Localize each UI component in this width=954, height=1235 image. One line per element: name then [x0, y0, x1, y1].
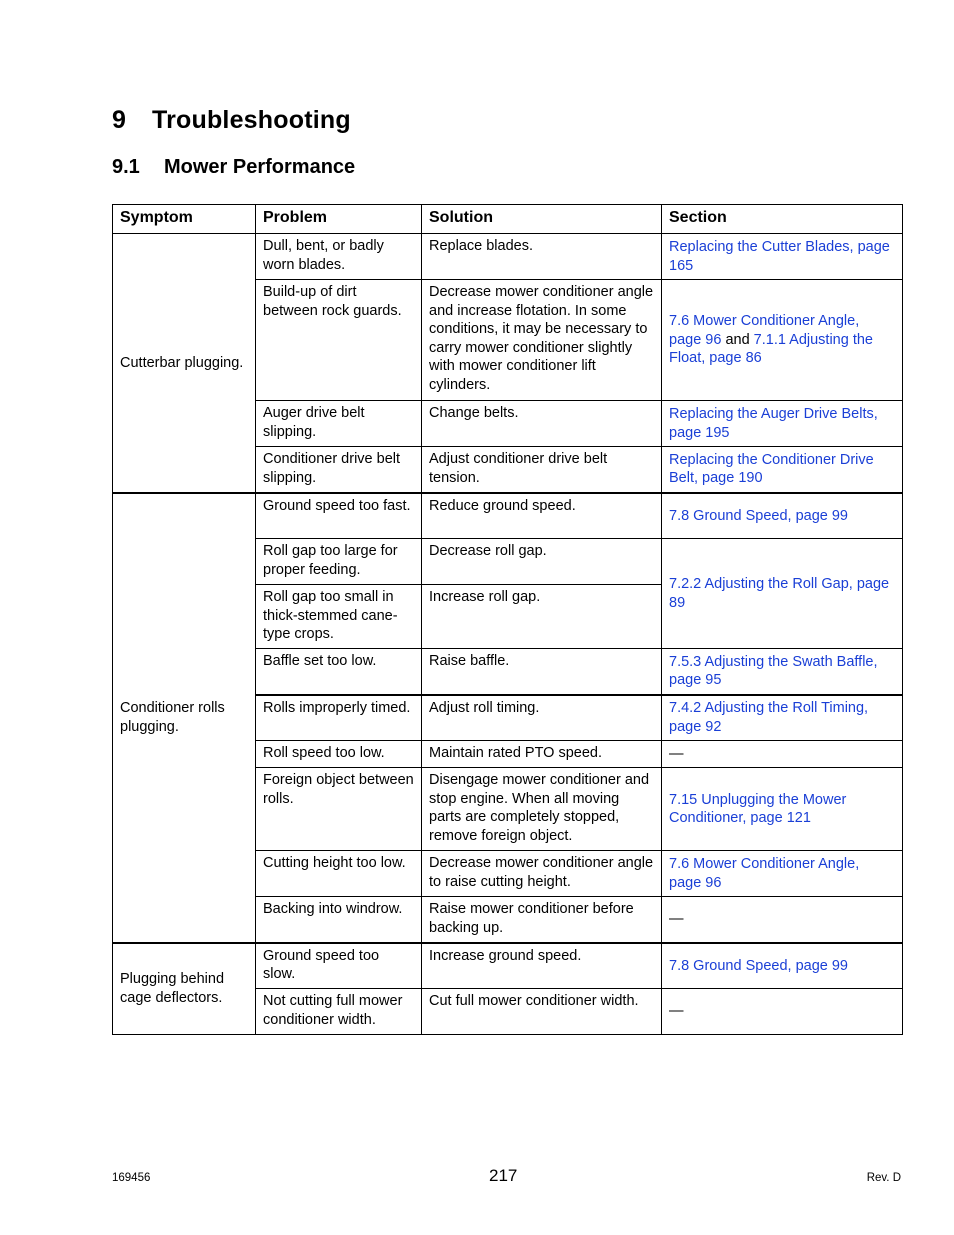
- section-link[interactable]: 7.4.2 Adjusting the Roll Timing, page 92: [669, 700, 869, 735]
- problem-cell: Rolls improperly timed.: [256, 695, 422, 741]
- page-number: 217: [489, 1166, 518, 1185]
- chapter-title: Troubleshooting: [152, 106, 351, 134]
- section-link[interactable]: 7.2.2 Adjusting the Roll Gap, page 89: [669, 576, 890, 611]
- section-text: —: [669, 745, 684, 762]
- problem-cell: Backing into windrow.: [256, 897, 422, 943]
- solution-cell: Cut full mower conditioner width.: [422, 989, 662, 1035]
- table-row: [113, 234, 903, 280]
- section-cell: [662, 741, 903, 768]
- section-cell: [662, 234, 903, 280]
- header-solution: Solution: [422, 205, 662, 234]
- problem-cell: Baffle set too low.: [256, 649, 422, 695]
- table-header-row: [113, 205, 903, 234]
- section-cell: [662, 695, 903, 741]
- section-cell: [662, 989, 903, 1035]
- section-cell: [662, 897, 903, 943]
- problem-cell: Auger drive belt slipping.: [256, 401, 422, 447]
- symptom-cell: Cutterbar plugging.: [113, 234, 256, 493]
- solution-cell: Raise baffle.: [422, 649, 662, 695]
- problem-cell: Ground speed too fast.: [256, 493, 422, 539]
- problem-cell: Cutting height too low.: [256, 851, 422, 897]
- solution-cell: Change belts.: [422, 401, 662, 447]
- section-link[interactable]: 7.5.3 Adjusting the Swath Baffle, page 95: [669, 653, 878, 689]
- problem-cell: Roll gap too large for proper feeding.: [256, 539, 422, 585]
- section-link[interactable]: 7.1.1 Adjusting the Float, page 86: [669, 331, 873, 367]
- solution-cell: Adjust roll timing.: [422, 695, 662, 741]
- problem-cell: Build-up of dirt between rock guards.: [256, 280, 422, 401]
- solution-cell: Replace blades.: [422, 234, 662, 280]
- symptom-cell: Conditioner rolls plugging.: [113, 493, 256, 943]
- section-cell: [662, 768, 903, 851]
- section-link[interactable]: 7.15 Unplugging the Mower Conditioner, page 121: [669, 791, 847, 826]
- solution-cell: Decrease mower conditioner angle and increase flotation. In some conditions, it may be necessary to carry mower conditioner slightly with mower conditioner lift cylinders.: [422, 280, 662, 401]
- section-number: 9.1: [112, 156, 140, 178]
- solution-cell: Adjust conditioner drive belt tension.: [422, 447, 662, 493]
- section-cell: [662, 493, 903, 539]
- solution-cell: Decrease roll gap.: [422, 539, 662, 585]
- table-row: [113, 943, 903, 989]
- header-symptom: Symptom: [113, 205, 256, 234]
- section-cell: [662, 851, 903, 897]
- section-cell: [662, 447, 903, 493]
- problem-cell: Roll speed too low.: [256, 741, 422, 768]
- solution-cell: Raise mower conditioner before backing up.: [422, 897, 662, 943]
- doc-number: 169456: [112, 1172, 151, 1184]
- section-cell: [662, 280, 903, 401]
- problem-cell: Ground speed too slow.: [256, 943, 422, 989]
- section-cell: [662, 943, 903, 989]
- table-row: [113, 493, 903, 539]
- chapter-number: 9: [112, 106, 127, 134]
- section-link[interactable]: Replacing the Conditioner Drive Belt, page 190: [669, 451, 874, 487]
- section-link[interactable]: Replacing the Cutter Blades, page 165: [669, 239, 890, 274]
- solution-cell: Reduce ground speed.: [422, 493, 662, 539]
- solution-cell: Increase roll gap.: [422, 585, 662, 649]
- problem-cell: Conditioner drive belt slipping.: [256, 447, 422, 493]
- section-title-text: Mower Performance: [164, 156, 356, 178]
- section-cell: [662, 539, 903, 649]
- problem-cell: Dull, bent, or badly worn blades.: [256, 234, 422, 280]
- section-text: —: [669, 911, 684, 927]
- section-text: —: [669, 1003, 684, 1020]
- header-section: Section: [662, 205, 903, 234]
- section-title: [112, 156, 355, 179]
- section-link[interactable]: Replacing the Auger Drive Belts, page 195: [669, 406, 878, 441]
- section-text: and: [721, 331, 754, 348]
- problem-cell: Roll gap too small in thick-stemmed cane-type crops.: [256, 585, 422, 649]
- troubleshooting-table: [112, 204, 903, 1035]
- section-link[interactable]: 7.6 Mower Conditioner Angle, page 96: [669, 856, 860, 891]
- section-link[interactable]: 7.8 Ground Speed, page 99: [669, 957, 848, 974]
- header-problem: Problem: [256, 205, 422, 234]
- revision: Rev. D: [866, 1172, 901, 1184]
- problem-cell: Foreign object between rolls.: [256, 768, 422, 851]
- solution-cell: Disengage mower conditioner and stop engine. When all moving parts are completely stopped, remove foreign object.: [422, 768, 662, 851]
- solution-cell: Maintain rated PTO speed.: [422, 741, 662, 768]
- section-cell: [662, 401, 903, 447]
- page-title: [112, 106, 351, 135]
- symptom-cell: Plugging behind cage deflectors.: [113, 943, 256, 1035]
- section-link[interactable]: 7.8 Ground Speed, page 99: [669, 507, 848, 524]
- section-cell: [662, 649, 903, 695]
- solution-cell: Decrease mower conditioner angle to raise cutting height.: [422, 851, 662, 897]
- problem-cell: Not cutting full mower conditioner width.: [256, 989, 422, 1035]
- section-link[interactable]: 7.6 Mower Conditioner Angle, page 96: [669, 313, 860, 348]
- solution-cell: Increase ground speed.: [422, 943, 662, 989]
